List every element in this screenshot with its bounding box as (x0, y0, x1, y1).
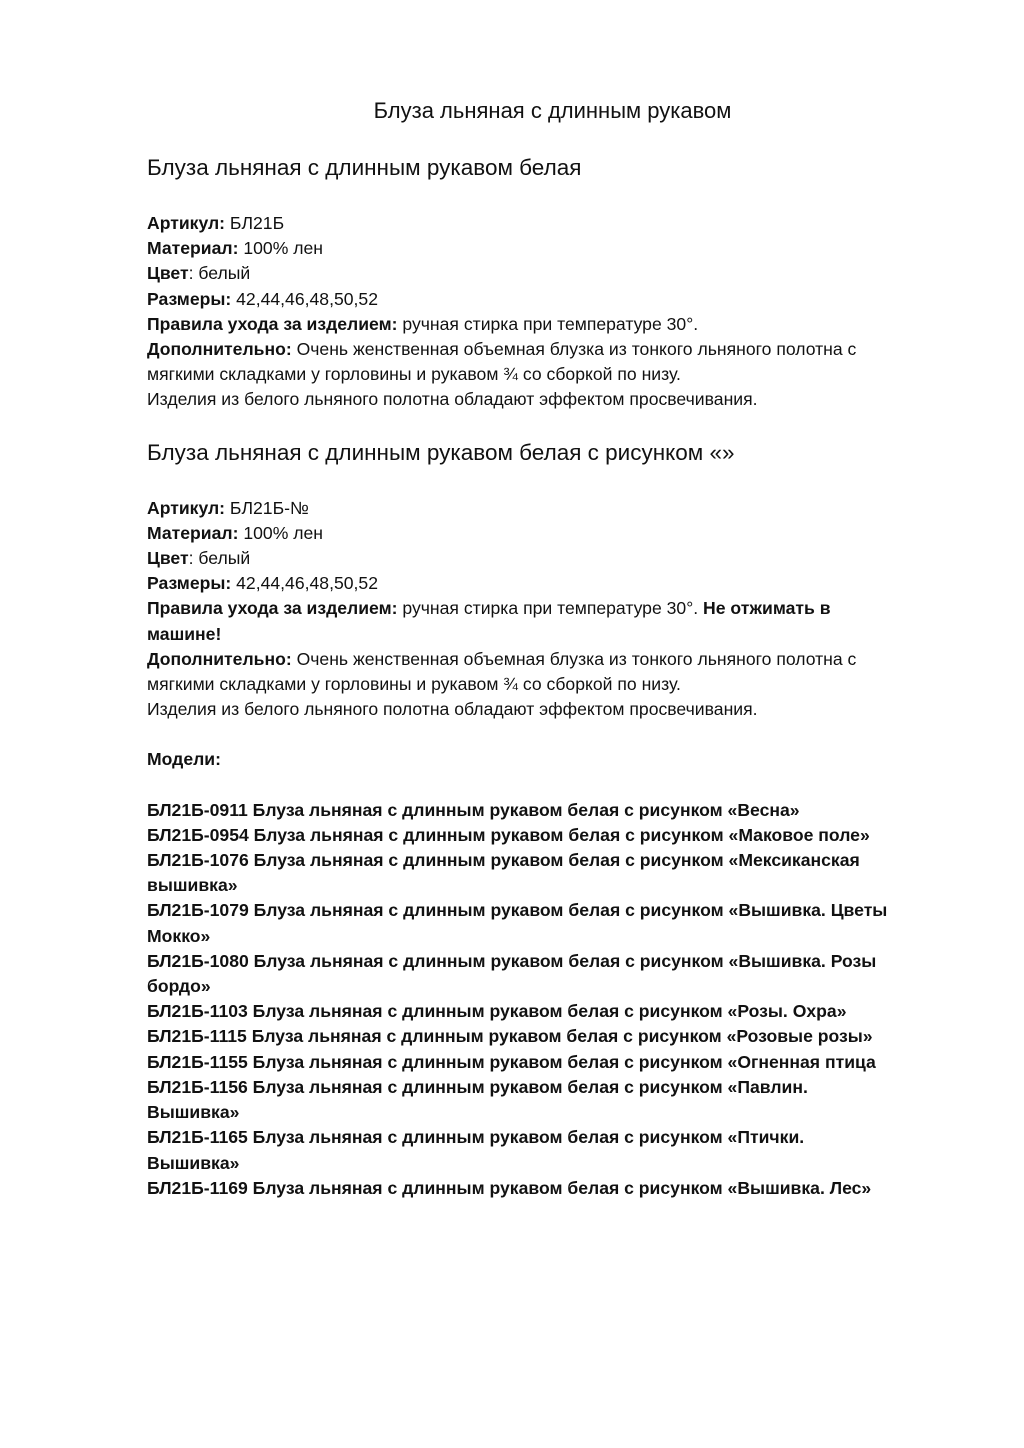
model-line: БЛ21Б-1080 Блуза льняная с длинным рукавом белая с рисунком «Вышивка. Розы (147, 950, 877, 971)
extra-line-3: Изделия из белого льняного полотна обладают эффектом просвечивания. (147, 699, 758, 720)
model-line: БЛ21Б-1165 Блуза льняная с длинным рукавом белая с рисунком «Птички. (147, 1127, 805, 1148)
extra-label: Дополнительно: (147, 648, 292, 669)
model-line: БЛ21Б-1076 Блуза льняная с длинным рукавом белая с рисунком «Мексиканская (147, 850, 860, 871)
material-line (147, 236, 948, 261)
models-label: Модели: (147, 749, 221, 770)
care-label: Правила ухода за изделием: (147, 598, 398, 619)
extra-value: Очень женственная объемная блузка из тонкого льняного полотна с (291, 339, 857, 360)
care-value: ручная стирка при температуре 30°. (397, 313, 699, 334)
product-properties-white (147, 211, 948, 413)
article-line (147, 211, 948, 236)
care-label: Правила ухода за изделием: (147, 313, 398, 334)
sizes-line (147, 287, 948, 312)
product-properties-printed (147, 496, 948, 723)
models-list (147, 798, 948, 1201)
model-line: БЛ21Б-1169 Блуза льняная с длинным рукавом белая с рисунком «Вышивка. Лес» (147, 1177, 872, 1198)
document-title: Блуза льняная с длинным рукавом (373, 98, 732, 123)
sizes-label: Размеры: (147, 573, 232, 594)
section-title-white: Блуза льняная с длинным рукавом белая (147, 155, 582, 180)
model-line: вышивка» (147, 875, 238, 896)
article-label: Артикул: (147, 213, 226, 233)
care-line (147, 312, 948, 337)
model-line: БЛ21Б-0954 Блуза льняная с длинным рукавом белая с рисунком «Маковое поле» (147, 824, 870, 845)
extra-line (147, 337, 948, 362)
material-label: Материал: (147, 522, 239, 543)
model-line: Вышивка» (147, 1152, 240, 1173)
extra-line-3: Изделия из белого льняного полотна обладают эффектом просвечивания. (147, 389, 758, 410)
material-value: 100% лен (238, 522, 323, 543)
material-value: 100% лен (238, 238, 323, 259)
sizes-label: Размеры: (147, 288, 232, 309)
extra-line-2: мягкими складками у горловины и рукавом ¾ со сборкой по низу. (147, 364, 681, 385)
extra-label: Дополнительно: (147, 339, 292, 360)
care-warning: Не отжимать в (698, 598, 831, 619)
extra-value: Очень женственная объемная блузка из тонкого льняного полотна с (291, 648, 857, 669)
color-label: Цвет (147, 263, 189, 284)
sizes-value: 42,44,46,48,50,52 (231, 573, 378, 594)
sizes-line (147, 571, 948, 596)
article-value: БЛ21Б (225, 213, 285, 233)
model-line: БЛ21Б-1155 Блуза льняная с длинным рукавом белая с рисунком «Огненная птица (147, 1051, 876, 1072)
article-label: Артикул: (147, 497, 226, 518)
section-title-printed: Блуза льняная с длинным рукавом белая с рисунком «» (147, 439, 735, 465)
model-line: БЛ21Б-1079 Блуза льняная с длинным рукавом белая с рисунком «Вышивка. Цветы (147, 900, 888, 921)
sizes-value: 42,44,46,48,50,52 (231, 288, 378, 309)
extra-line (147, 647, 948, 672)
care-value: ручная стирка при температуре 30°. (397, 598, 699, 619)
model-line: БЛ21Б-0911 Блуза льняная с длинным рукавом белая с рисунком «Весна» (147, 799, 800, 820)
model-line: БЛ21Б-1103 Блуза льняная с длинным рукавом белая с рисунком «Розы. Охра» (147, 1001, 847, 1022)
article-line (147, 496, 948, 521)
extra-line-2: мягкими складками у горловины и рукавом ¾ со сборкой по низу. (147, 674, 681, 695)
model-line: БЛ21Б-1156 Блуза льняная с длинным рукавом белая с рисунком «Павлин. (147, 1076, 808, 1097)
color-value: : белый (188, 263, 251, 284)
color-label: Цвет (147, 548, 189, 569)
care-warning-line-2: машине! (147, 623, 222, 644)
model-line: БЛ21Б-1115 Блуза льняная с длинным рукавом белая с рисунком «Розовые розы» (147, 1026, 873, 1047)
color-line (147, 546, 948, 571)
article-value: БЛ21Б-№ (225, 497, 309, 518)
care-line (147, 596, 948, 621)
model-line: бордо» (147, 976, 211, 997)
color-value: : белый (188, 548, 251, 569)
material-label: Материал: (147, 238, 239, 259)
color-line (147, 261, 948, 286)
model-line: Мокко» (147, 925, 211, 946)
model-line: Вышивка» (147, 1102, 240, 1123)
material-line (147, 521, 948, 546)
